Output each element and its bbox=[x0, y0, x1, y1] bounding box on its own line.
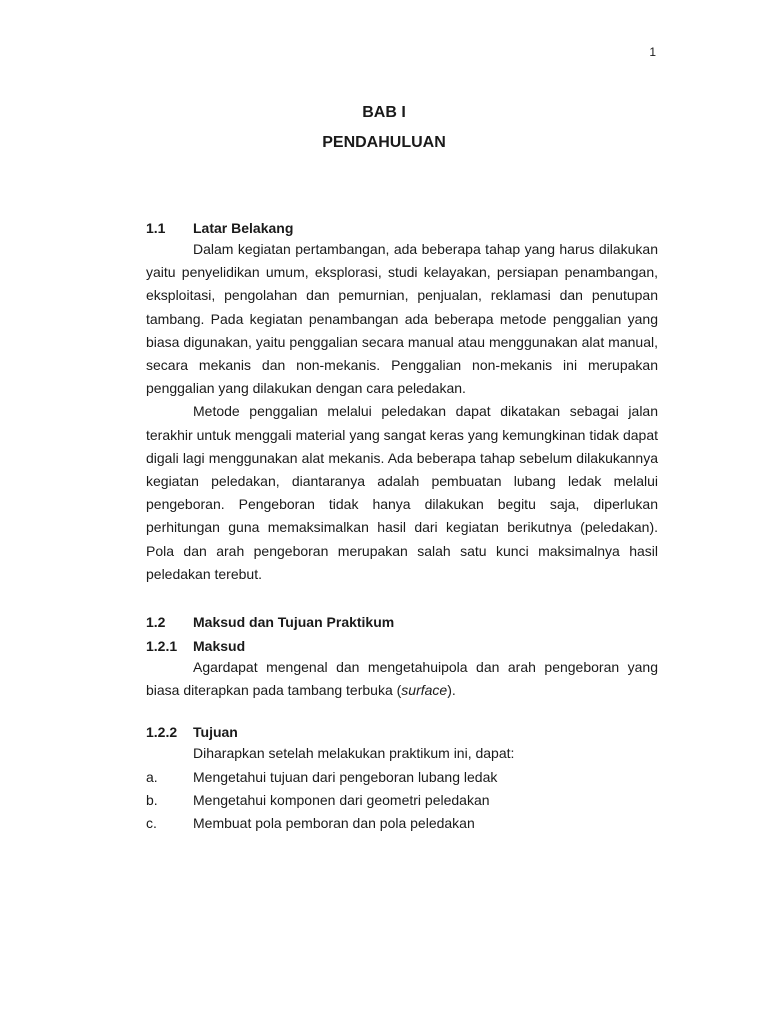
subsection-title: Tujuan bbox=[193, 724, 238, 741]
section-title: Latar Belakang bbox=[193, 220, 294, 236]
list-marker: c. bbox=[146, 815, 157, 832]
subsection-number: 1.2.2 bbox=[146, 724, 178, 741]
paragraph-maksud bbox=[146, 656, 658, 702]
subsection-heading-maksud bbox=[146, 636, 658, 656]
maksud-italic-term: surface bbox=[401, 682, 448, 699]
subsection-heading-tujuan bbox=[146, 722, 658, 742]
list-item-text: Mengetahui tujuan dari pengeboran lubang ledak bbox=[193, 768, 498, 785]
section-heading-1-1 bbox=[146, 218, 658, 238]
subsection-title: Maksud bbox=[193, 638, 246, 655]
list-item bbox=[146, 789, 658, 812]
section-title: Maksud dan Tujuan Praktikum bbox=[193, 614, 395, 631]
section-number: 1.2 bbox=[146, 614, 166, 631]
list-item bbox=[146, 766, 658, 789]
list-item-text: Membuat pola pemboran dan pola peledakan bbox=[193, 815, 475, 832]
chapter-title: PENDAHULUAN bbox=[322, 134, 446, 151]
list-marker: a. bbox=[146, 768, 158, 785]
paragraph-tujuan-intro: Diharapkan setelah melakukan praktikum ini, dapat: bbox=[193, 745, 515, 762]
maksud-text: Agardapat mengenal dan mengetahuipola dan arah pengeboran yang biasa diterapkan pada tambang terbuka ( bbox=[146, 659, 658, 699]
section-heading-1-2 bbox=[146, 612, 658, 632]
list-item-text: Mengetahui komponen dari geometri peledakan bbox=[193, 791, 490, 808]
list-item bbox=[146, 812, 658, 835]
paragraph: Dalam kegiatan pertambangan, ada beberapa tahap yang harus dilakukan yaitu penyelidikan umum, eksplorasi, studi kelayakan, persiapan penambangan, eksploitasi, pengolahan dan pemurnian, penjualan, reklamasi dan penutupan tambang. Pada kegiatan penambangan ada beberapa metode penggalian yang biasa digunakan, yaitu penggalian secara manual atau menggunakan alat manual, secara mekanis dan non-mekanis. Penggalian non-mekanis ini merupakan penggalian yang dilakukan dengan cara peledakan. bbox=[146, 241, 658, 397]
subsection-number: 1.2.1 bbox=[146, 638, 178, 655]
maksud-text-end: ). bbox=[447, 682, 456, 699]
chapter-label: BAB I bbox=[362, 104, 406, 121]
paragraph: Metode penggalian melalui peledakan dapat dikatakan sebagai jalan terakhir untuk menggali material yang sangat keras yang kemungkinan tidak dapat digali lagi menggunakan alat mekanis. Ada beberapa tahap sebelum dilakukannya kegiatan peledakan, diantaranya adalah pembuatan lubang ledak melalui pengeboran. Pengeboran tidak hanya dilakukan begitu saja, diperlukan perhitungan guna memaksimalkan hasil dari kegiatan berikutnya (peledakan). Pola dan arah pengeboran merupakan salah satu kunci maksimalnya hasil peledakan terebut. bbox=[146, 403, 658, 582]
section-number: 1.1 bbox=[146, 220, 166, 236]
page-number: 1 bbox=[649, 45, 656, 59]
list-marker: b. bbox=[146, 791, 158, 808]
document-body bbox=[146, 218, 658, 835]
